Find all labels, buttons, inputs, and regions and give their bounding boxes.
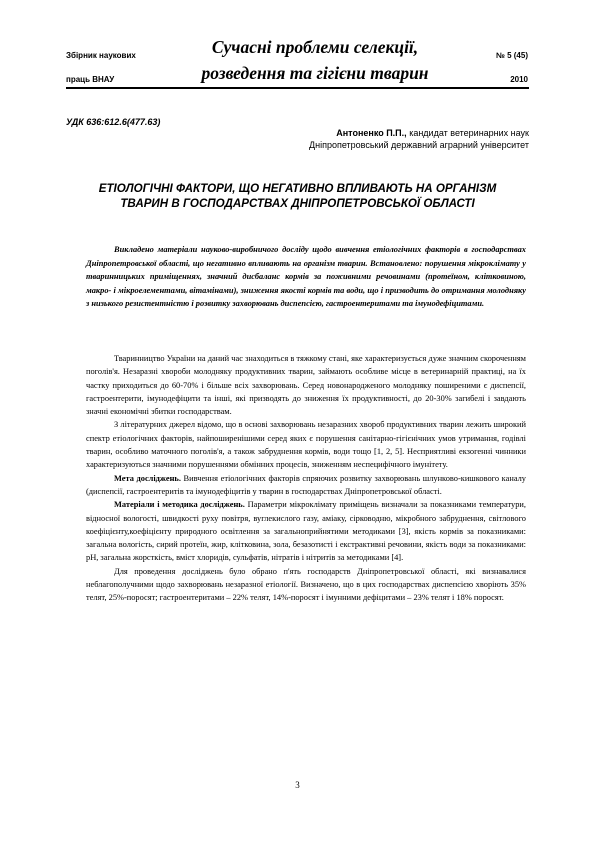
paragraph-lead: Мета досліджень. <box>114 473 181 483</box>
paragraph-5 <box>86 565 526 605</box>
article-body <box>86 352 526 605</box>
journal-name-line1: Збірник наукових <box>66 51 136 60</box>
paragraph-2 <box>86 418 526 471</box>
journal-title-line1: Сучасні проблеми селекції, <box>211 37 419 57</box>
journal-title <box>190 34 440 86</box>
author-line <box>309 127 529 139</box>
paragraph-text: Вивчення етіологічних факторів спряючих розвитку захворювань шлунково-кишкового каналу (диспепсії, гастроентеритів та імунодефіцитів у тварин в господарствах Дніпропетровської області. <box>86 473 526 496</box>
issue-year: 2010 <box>510 75 528 84</box>
paragraph-text: З літературних джерел відомо, що в основі захворювань незаразних хвороб продуктивних тварин лежить широкий спектр етіологічних факторів, найпоширенішими серед яких є порушення санітарно-гігієнічних умов утримання, годівлі тварин, особливо маточного поголів'я, а також забруднення кормів, води тощо [1, 2, 5]. Несприятливі екзогенні чинники характеризуються значними порушеннями обмінних процесів, зниженням неспецифічного імунітету. <box>86 420 526 470</box>
paragraph-3 <box>86 472 526 499</box>
journal-name-line2: праць ВНАУ <box>66 75 115 84</box>
author-degree: кандидат ветеринарних наук <box>409 128 529 138</box>
paragraph-text: Параметри мікроклімату приміщень визначали за показниками температури, відносної вологості, швидкості руху повітря, вуглекислого газу, аміаку, сірководню, мікробного забруднення, світлового коефіцієнту,коефіцієнту природного освітлення за загальноприйнятими методиками [3], якість кормів за показниками: загальна вологість, сирий протеїн, жир, клітковина, зола, безазотисті і екстрактивні речовини, якість води за показниками: рН, загальна жорсткість, вміст хлоридів, сульфатів, нітратів і нітритів за методиками [4]. <box>86 500 526 563</box>
paragraph-text: Тваринництво України на даний час знаходиться в тяжкому стані, яке характеризується дуже значним скороченням поголів'я. Незаразні хвороби молодняку продуктивних тварин, займають особливе місце в ветеринарній практиці, на їх частку приходиться до 60-70% і більше всіх захворювань. Серед новонародженого молодняку поширеними є диспепсії, гастроентерити, імунодефіцити та інші, які призводять до зниження їх продуктивності, до 20-30% загибелі і завдають значні економічні збитки господарствам. <box>86 354 526 417</box>
author-affiliation: Дніпропетровський державний аграрний університет <box>309 140 529 150</box>
author-block <box>309 127 529 151</box>
journal-issue <box>468 44 528 92</box>
page-number: 3 <box>295 780 300 790</box>
author-name: Антоненко П.П., <box>336 128 407 138</box>
header-divider <box>66 87 529 89</box>
abstract: Викладено матеріали науково-виробничого досліду щодо вивчення етіологічних факторів в господарствах Дніпропетровської області, що негативно впливають на організм тварин. Встановлено: порушення мікроклімату у тваринницьких приміщеннях, значний дисбаланс кормів за поживними речовинами (протеїном, клітковиною, макро- і мікроелементами, вітамінами), зниження якості кормів та води, що і призводить до отримання молодняку з низького резистентністю і розвитку захворювань диспепсією, гастроентеритами та імунодефіцитами. <box>86 245 526 308</box>
paragraph-4 <box>86 498 526 564</box>
journal-title-line2: розведення та гігієни тварин <box>201 63 429 83</box>
paragraph-1 <box>86 352 526 418</box>
paragraph-lead: Матеріали і методика досліджень. <box>114 500 245 510</box>
article-title: ЕТІОЛОГІЧНІ ФАКТОРИ, ЩО НЕГАТИВНО ВПЛИВАЮТЬ НА ОРГАНІЗМ ТВАРИН В ГОСПОДАРСТВАХ ДНІПРОПЕТРОВСЬКОЇ ОБЛАСТІ <box>98 182 497 210</box>
journal-name <box>66 44 176 92</box>
udk-code: УДК 636:612.6(477.63) <box>66 117 161 127</box>
issue-number: № 5 (45) <box>495 51 528 60</box>
paragraph-text: Для проведення досліджень було обрано п'ять господарств Дніпропетровської області, які визнавалися неблагополучними щодо захворювань незаразної етіології. Визначено, що в цих господарствах диспепсією хворіють 35% телят, 25%-поросят; гастроентеритами – 22% телят, 14%-поросят і імунними дефіцитами – 23% телят і 18% поросят. <box>86 566 526 603</box>
